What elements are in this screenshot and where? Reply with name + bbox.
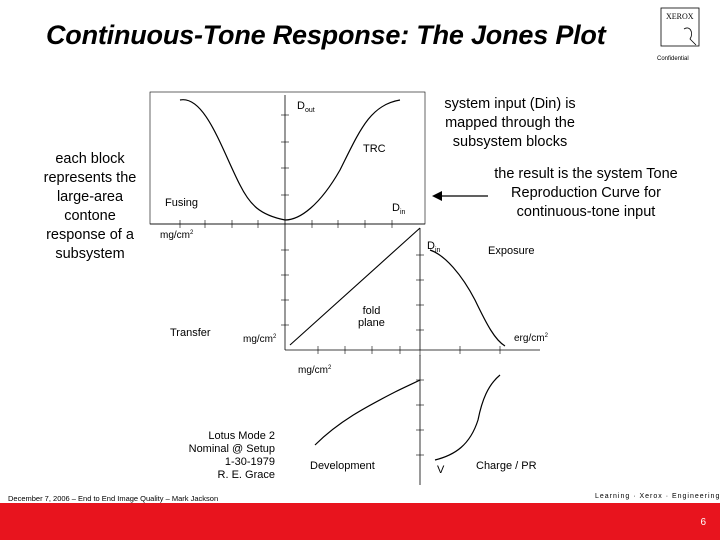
exposure-ticks [416, 255, 500, 354]
accent-bar [0, 503, 720, 540]
fusing-label: Fusing [165, 197, 199, 209]
footer-text: December 7, 2006 – End to End Image Quality – Mark Jackson [8, 494, 219, 503]
din-label-trc: $D_{in}$ [392, 202, 406, 216]
note-trc-result: the result is the system Tone Reproduction Curve for continuous-tone input [494, 166, 678, 220]
fold-plane-label: fold plane [358, 305, 385, 329]
trc-label: TRC [363, 143, 386, 155]
transfer-unit: $mg/cm^2$ [243, 334, 277, 345]
charge-curve [435, 375, 500, 460]
development-curve [315, 380, 420, 445]
page-number: 6 [700, 517, 706, 528]
left-note: each block represents the large-area contone response of a subsystem [43, 151, 137, 262]
trc-curve [285, 100, 400, 220]
footer-brand: Learning · Xerox · Engineering [595, 493, 720, 500]
page-title: Continuous-Tone Response: The Jones Plot [46, 20, 606, 50]
note-system-input: system input (Din) is mapped through the subsystem blocks [444, 96, 576, 150]
transfer-label: Transfer [170, 327, 211, 339]
charge-label: Charge / PR [476, 460, 537, 472]
exposure-unit: erg/$cm^2$ [514, 333, 548, 344]
v-label: V [437, 464, 445, 476]
fusing-unit: $mg/cm^2$ [160, 230, 194, 241]
development-label: Development [310, 460, 375, 472]
din-label-exposure: $D_{in}$ [427, 240, 441, 254]
mode-note: Lotus Mode 2 Nominal @ Setup 1-30-1979 R. E. Grace [188, 430, 275, 481]
fold-plane-line [290, 228, 420, 345]
dout-label: $D_{out}$ [297, 100, 315, 114]
exposure-curve [430, 250, 505, 346]
confidential-label: Confidential [657, 56, 689, 62]
exposure-label: Exposure [488, 245, 535, 257]
logo-text: XEROX [666, 12, 694, 21]
development-unit: $mg/cm^2$ [298, 365, 332, 376]
